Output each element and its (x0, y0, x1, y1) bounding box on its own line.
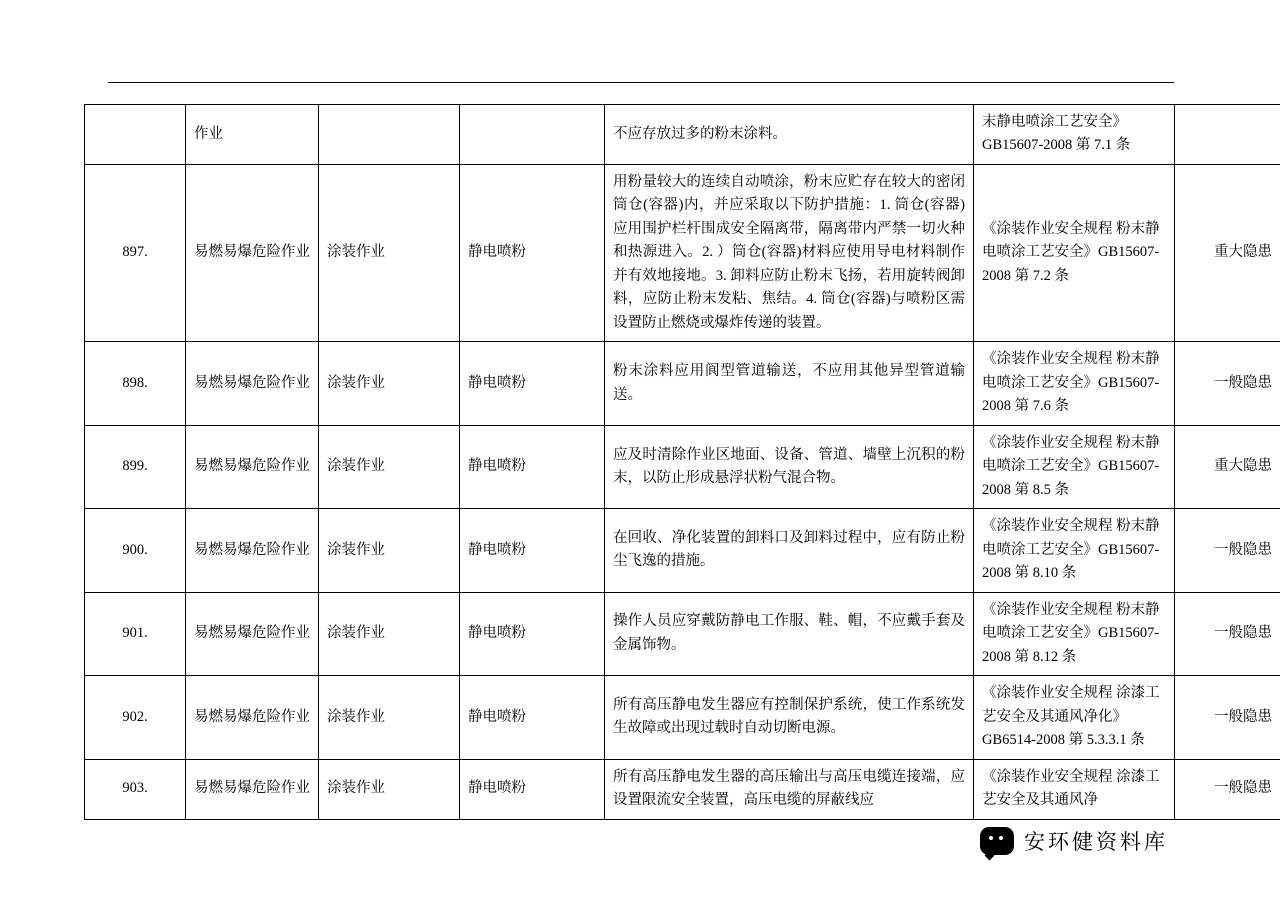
cell-number: 903. (85, 759, 186, 819)
cell-category: 作业 (186, 105, 319, 165)
cell-description: 不应存放过多的粉末涂料。 (605, 105, 974, 165)
cell-number: 900. (85, 509, 186, 592)
cell-activity: 涂装作业 (319, 759, 460, 819)
cell-category: 易燃易爆危险作业 (186, 164, 319, 341)
cell-description: 所有高压静电发生器应有控制保护系统，使工作系统发生故障或出现过载时自动切断电源。 (605, 676, 974, 759)
cell-process: 静电喷粉 (460, 676, 605, 759)
cell-description: 用粉量较大的连续自动喷涂，粉末应贮存在较大的密闭筒仓(容器)内，并应采取以下防护措施：1. 筒仓(容器)应用围护栏杆围成安全隔离带，隔离带内严禁一切火种和热源进入。2. ）筒仓(容器)材料应使用导电材料制作并有效地接地。3. 卸料应防止粉末飞扬，若用旋转阀卸料，应防止粉末发粘、焦结。4. 筒仓(容器)与喷粉区需设置防止燃烧或爆炸传递的装置。 (605, 164, 974, 341)
cell-level: 一般隐患 (1175, 342, 1280, 425)
cell-number: 899. (85, 425, 186, 508)
cell-level: 一般隐患 (1175, 759, 1280, 819)
cell-description: 应及时清除作业区地面、设备、管道、墙壁上沉积的粉末，以防止形成悬浮状粉气混合物。 (605, 425, 974, 508)
cell-activity: 涂装作业 (319, 676, 460, 759)
cell-description: 粉末涂料应用阆型管道输送，不应用其他异型管道输送。 (605, 342, 974, 425)
cell-description: 操作人员应穿戴防静电工作服、鞋、帽，不应戴手套及金属饰物。 (605, 592, 974, 675)
footer-brand (980, 826, 1168, 856)
brand-name: 安环健资料库 (1024, 830, 1168, 854)
table-row (85, 676, 1280, 759)
cell-activity: 涂装作业 (319, 164, 460, 341)
wechat-icon (980, 827, 1014, 855)
cell-standard: 《涂装作业安全规程 粉末静电喷涂工艺安全》GB15607-2008 第 8.12 条 (974, 592, 1175, 675)
header-rule (108, 82, 1174, 83)
cell-number: 902. (85, 676, 186, 759)
cell-activity: 涂装作业 (319, 342, 460, 425)
cell-standard: 《涂装作业安全规程 粉末静电喷涂工艺安全》GB15607-2008 第 8.10 条 (974, 509, 1175, 592)
table-row (85, 759, 1280, 819)
cell-process: 静电喷粉 (460, 342, 605, 425)
cell-process: 静电喷粉 (460, 759, 605, 819)
cell-process: 静电喷粉 (460, 592, 605, 675)
cell-number (85, 105, 186, 165)
cell-category: 易燃易爆危险作业 (186, 509, 319, 592)
cell-number: 897. (85, 164, 186, 341)
cell-standard: 《涂装作业安全规程 涂漆工艺安全及其通风净化》GB6514-2008 第 5.3.3.1 条 (974, 676, 1175, 759)
table-row (85, 105, 1280, 165)
cell-activity: 涂装作业 (319, 425, 460, 508)
cell-process: 静电喷粉 (460, 164, 605, 341)
cell-category: 易燃易爆危险作业 (186, 592, 319, 675)
cell-level (1175, 105, 1280, 165)
cell-level: 一般隐患 (1175, 676, 1280, 759)
cell-number: 898. (85, 342, 186, 425)
cell-activity: 涂装作业 (319, 592, 460, 675)
table-row (85, 164, 1280, 341)
table-row (85, 509, 1280, 592)
cell-level: 一般隐患 (1175, 592, 1280, 675)
cell-standard: 《涂装作业安全规程 涂漆工艺安全及其通风净 (974, 759, 1175, 819)
cell-standard: 《涂装作业安全规程 粉末静电喷涂工艺安全》GB15607-2008 第 7.6 条 (974, 342, 1175, 425)
cell-description: 所有高压静电发生器的高压输出与高压电缆连接端，应设置限流安全装置，高压电缆的屏蔽线应 (605, 759, 974, 819)
cell-process: 静电喷粉 (460, 509, 605, 592)
cell-number: 901. (85, 592, 186, 675)
cell-level: 一般隐患 (1175, 509, 1280, 592)
cell-level: 重大隐患 (1175, 425, 1280, 508)
cell-process: 静电喷粉 (460, 425, 605, 508)
cell-category: 易燃易爆危险作业 (186, 676, 319, 759)
cell-process (460, 105, 605, 165)
table-row (85, 425, 1280, 508)
cell-activity: 涂装作业 (319, 509, 460, 592)
cell-activity (319, 105, 460, 165)
table-row (85, 592, 1280, 675)
hazard-table (84, 104, 1280, 820)
cell-category: 易燃易爆危险作业 (186, 759, 319, 819)
table-row (85, 342, 1280, 425)
cell-standard: 末静电喷涂工艺安全》GB15607-2008 第 7.1 条 (974, 105, 1175, 165)
cell-category: 易燃易爆危险作业 (186, 342, 319, 425)
cell-standard: 《涂装作业安全规程 粉末静电喷涂工艺安全》GB15607-2008 第 8.5 条 (974, 425, 1175, 508)
cell-level: 重大隐患 (1175, 164, 1280, 341)
cell-standard: 《涂装作业安全规程 粉末静电喷涂工艺安全》GB15607-2008 第 7.2 条 (974, 164, 1175, 341)
cell-category: 易燃易爆危险作业 (186, 425, 319, 508)
cell-description: 在回收、净化装置的卸料口及卸料过程中，应有防止粉尘飞逸的措施。 (605, 509, 974, 592)
